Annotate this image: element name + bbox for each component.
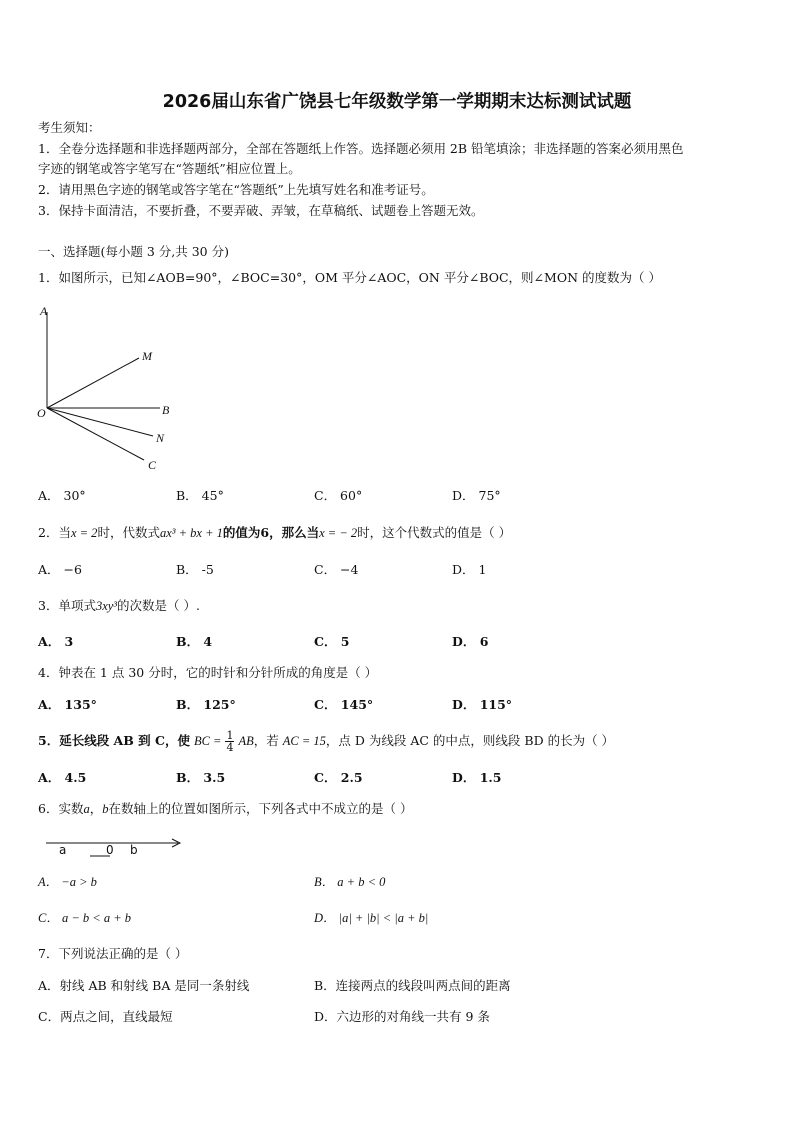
q2-condition-2: x = − 2 [319, 526, 358, 540]
q3-option-b[interactable]: B． 4 [176, 634, 213, 649]
notice-item: 1．全卷分选择题和非选择题两部分，全部在答题纸上作答。选择题必须用 2B 铅笔填涂；非选择题的答案必须用黑色 [38, 141, 684, 156]
q4-option-d[interactable]: D． 115° [452, 697, 513, 712]
question-3-stem [38, 598, 200, 614]
q6-option-b[interactable]: B． a + b < 0 [314, 875, 386, 889]
question-6-stem [38, 801, 412, 817]
q6-suffix: 在数轴上的位置如图所示，下列各式中不成立的是（ ） [108, 801, 413, 816]
angle-diagram [36, 300, 176, 480]
question-7-stem: 7．下列说法正确的是（ ） [38, 946, 188, 961]
q3-expression: 3xy³ [95, 599, 118, 613]
point-label-m: M [142, 349, 152, 363]
question-4-stem: 4．钟表在 1 点 30 分时，它的时针和分针所成的角度是（ ） [38, 665, 378, 680]
q4-option-a[interactable]: A． 135° [38, 697, 97, 712]
q5-option-c[interactable]: C． 2.5 [314, 770, 363, 785]
q5-numerator: 1 [226, 729, 234, 742]
q2-mid-2: 的值为6，那么当 [222, 525, 320, 540]
point-label-c: C [148, 458, 157, 472]
notice-item: 2．请用黑色字迹的钢笔或答字笔在“答题纸”上先填写姓名和准考证号。 [38, 182, 434, 197]
q6-sep: ， [89, 801, 103, 816]
axis-label-b: b [130, 843, 138, 857]
q5-option-b[interactable]: B． 3.5 [176, 770, 226, 785]
q3-option-a[interactable]: A． 3 [38, 634, 74, 649]
q1-option-c[interactable]: C． 60° [314, 488, 363, 503]
q2-condition-1: x = 2 [70, 526, 98, 540]
q4-option-c[interactable]: C． 145° [314, 697, 374, 712]
q3-option-c[interactable]: C． 5 [314, 634, 350, 649]
q5-option-d[interactable]: D． 1.5 [452, 770, 502, 785]
q2-option-b[interactable]: B． -5 [176, 562, 214, 577]
axis-label-a: a [59, 843, 67, 857]
q5-ac: AC = 15 [282, 734, 326, 748]
question-1-stem: 1．如图所示，已知∠AOB=90°，∠BOC=30°，OM 平分∠AOC，ON 平分∠BOC，则∠MON 的度数为（ ） [38, 270, 661, 285]
q2-option-d[interactable]: D． 1 [452, 562, 487, 577]
q5-prefix: 5．延长线段 AB 到 C，使 [38, 733, 190, 748]
q6-option-d[interactable]: D． |a| + |b| < |a + b| [314, 911, 429, 925]
q4-option-b[interactable]: B． 125° [176, 697, 236, 712]
q3-option-d[interactable]: D． 6 [452, 634, 489, 649]
notice-item: 字迹的钢笔或答字笔写在“答题纸”相应位置上。 [38, 161, 301, 176]
q1-option-b[interactable]: B． 45° [176, 488, 224, 503]
ray-oc [47, 408, 144, 460]
q2-prefix: 2．当 [38, 525, 71, 540]
notice-item: 3．保持卡面清洁，不要折叠，不要弄破、弄皱，在草稿纸、试题卷上答题无效。 [38, 203, 484, 218]
q5-denominator: 4 [226, 741, 234, 754]
point-label-a: A [40, 304, 48, 318]
q6-var-b: b [102, 802, 109, 816]
question-5-stem [38, 726, 614, 756]
q5-option-a[interactable]: A． 4.5 [38, 770, 87, 785]
q3-suffix: 的次数是（ ）. [117, 598, 200, 613]
q1-option-a[interactable]: A． 30° [38, 488, 86, 503]
axis-label-zero: 0 [106, 843, 114, 857]
q3-prefix: 3．单项式 [38, 598, 96, 613]
point-label-b: B [162, 403, 170, 417]
q2-suffix: 时，这个代数式的值是（ ） [357, 525, 512, 540]
point-label-o: O [37, 406, 46, 420]
q5-fraction [225, 730, 234, 753]
q2-option-a[interactable]: A． −6 [38, 562, 82, 577]
ray-on [47, 408, 153, 436]
section-heading: 一、选择题(每小题 3 分,共 30 分) [38, 244, 229, 259]
q5-bc: BC = [193, 734, 222, 748]
q6-var-a: a [83, 802, 90, 816]
q5-ab: AB [238, 734, 254, 748]
q2-mid-1: 时，代数式 [97, 525, 160, 540]
page-title: 2026届山东省广饶县七年级数学第一学期期末达标测试试题 [162, 92, 632, 112]
q7-option-a[interactable]: A．射线 AB 和射线 BA 是同一条射线 [38, 978, 250, 993]
q2-option-c[interactable]: C． −4 [314, 562, 359, 577]
q2-expression: ax³ + bx + 1 [159, 526, 223, 540]
ray-om [47, 358, 139, 408]
q7-option-b[interactable]: B．连接两点的线段叫两点间的距离 [314, 978, 511, 993]
q6-option-a[interactable]: A． −a > b [38, 875, 97, 889]
q5-mid: ，若 [253, 733, 279, 748]
q7-option-c[interactable]: C．两点之间，直线最短 [38, 1009, 173, 1024]
question-2-stem [38, 525, 511, 541]
q6-option-c[interactable]: C． a − b < a + b [38, 911, 132, 925]
q7-option-d[interactable]: D．六边形的对角线一共有 9 条 [314, 1009, 490, 1024]
point-label-n: N [156, 431, 165, 445]
notice-heading: 考生须知： [38, 120, 101, 135]
q5-suffix: ，点 D 为线段 AC 的中点，则线段 BD 的长为（ ） [325, 733, 615, 748]
number-line-diagram [44, 834, 189, 858]
q6-prefix: 6．实数 [38, 801, 84, 816]
q1-option-d[interactable]: D． 75° [452, 488, 501, 503]
